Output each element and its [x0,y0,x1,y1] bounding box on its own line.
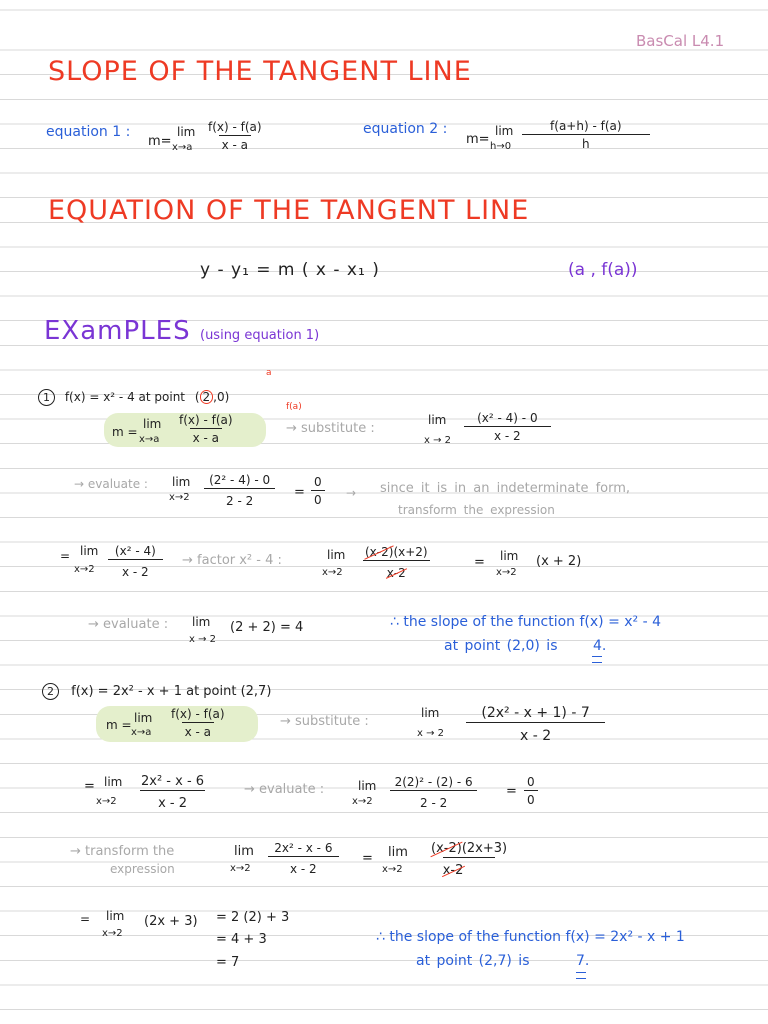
f-denominator-canceled: x-2 [386,566,406,580]
ev-equals: = [506,784,517,799]
f-lim: lim [327,548,346,562]
r2-lim: lim [104,775,123,789]
def1-numerator: f(x) - f(a) [179,413,233,427]
sub1-numerator: (x² - 4) - 0 [477,411,538,425]
eq2-numerator: f(a+h) - f(a) [550,119,622,133]
f2-lim: lim [500,549,519,563]
eq1-numerator: f(x) - f(a) [208,120,262,134]
eval1-lim-sub: x→2 [169,492,190,503]
e2-expr: (2 + 2) = 4 [230,620,304,635]
examples-title: EXamPLES [44,316,191,346]
r4-step-1: = 2 (2) + 3 [216,910,290,925]
r3-numerator: (x² - 4) [114,544,156,558]
tr-equals: = [362,851,373,866]
def2-lim-sub: x→a [131,727,152,738]
note-fa: f(a) [286,402,302,412]
factor-text: → factor x² - 4 : [182,553,282,568]
eq2-fraction [522,120,650,150]
sub1-fraction [464,412,551,442]
sub1-lim-sub: x → 2 [424,435,452,446]
point-open: ( [194,390,200,404]
r4-step-3: = 7 [216,955,240,970]
tr2-fraction [428,842,510,877]
transform-label-line2: expression [110,862,175,876]
example-2-statement: f(x) = 2x² - x + 1 at point (2,7) [71,684,272,699]
r4-expression: (2x + 3) [144,914,198,929]
f-numerator-canceled: (x-2) [365,545,394,559]
example-number-badge: 1 [38,389,55,406]
eval1-arrow: → [346,486,357,500]
ev-lim: lim [358,779,377,793]
e2-lim: lim [192,615,211,629]
def1-lim-sub: x→a [139,434,160,445]
transform-label-line1: → transform the [70,844,175,859]
r4-step-2: = 4 + 3 [216,932,267,947]
eval1-numerator: (2² - 4) - 0 [209,473,271,487]
sub1-lim: lim [428,413,447,427]
ev-fraction [390,776,477,809]
example-number-badge: 2 [42,683,59,700]
def1-fraction [176,414,236,444]
ex1-conclusion-line2: at point (2,0) is [444,638,558,654]
r3-lim-sub: x→2 [74,564,95,575]
ex2-answer-underline [576,972,586,979]
tr2-numerator-canceled: (x-2) [431,841,462,856]
example-1-statement: f(x) = x² - 4 at point [64,390,185,404]
tangent-point: (a , f(a)) [568,260,638,280]
eq1-denominator: x - a [219,135,251,151]
r3-lim: lim [80,544,99,558]
sub1-denominator: x - 2 [464,426,551,442]
e2-lim-sub: x → 2 [189,634,217,645]
f2-expr: (x + 2) [536,554,582,569]
ex2-conclusion-line1: ∴ the slope of the function f(x) = 2x² - x + 1 [376,929,685,945]
f-numerator-kept: (x+2) [393,545,428,559]
sub2-denominator: x - 2 [466,722,605,743]
r4-lim-sub: x→2 [102,928,123,939]
tr2-lim: lim [388,845,408,860]
examples-subtitle: (using equation 1) [200,328,320,343]
example-1-problem [38,389,229,406]
sub2-fraction [466,706,605,743]
r3-equals: = [60,549,71,563]
eq2-denominator: h [522,134,650,150]
arrow-substitute-1: → substitute : [286,421,375,436]
arrow-evaluate-ex2: → evaluate : [244,782,325,797]
eval1-result-num: 0 [314,475,322,489]
sub2-lim: lim [421,706,440,720]
ev-lim-sub: x→2 [352,796,373,807]
equation-1-label: equation 1 : [46,124,131,140]
r2-denominator: x - 2 [140,790,205,810]
section-title-equation: EQUATION OF THE TANGENT LINE [48,195,530,226]
r3-fraction [108,545,163,578]
def1-m: m = [112,425,138,439]
ex2-answer: 7. [576,953,590,969]
tr-lim: lim [234,844,254,859]
ev-result-num: 0 [527,775,535,789]
eval1-equals: = [294,485,305,500]
transform-text: transform the expression [398,503,555,517]
ex1-answer-underline [592,656,602,663]
f-lim-sub: x→2 [322,567,343,578]
arrow-evaluate-1: → evaluate : [74,477,148,491]
ev-result-den: 0 [524,790,538,806]
eq2-lim-sub: h→0 [490,141,512,152]
point-rest: ,0) [213,390,230,404]
r4-lim: lim [106,909,125,923]
def2-denominator: x - a [182,722,214,738]
def2-numerator: f(x) - f(a) [171,707,225,721]
eval1-lim: lim [172,475,191,489]
ex1-conclusion-line1: ∴ the slope of the function f(x) = x² - 4 [390,614,662,630]
eq1-lim-sub: x→a [172,142,193,153]
r3-denominator: x - 2 [108,559,163,578]
eq1-m: m= [148,134,172,149]
ev-numerator: 2(2)² - (2) - 6 [394,775,473,789]
eq2-lim: lim [495,124,514,138]
r4-equals: = [80,912,91,926]
ex1-answer: 4. [593,638,607,654]
ev-denominator: 2 - 2 [390,790,477,809]
def2-lim: lim [134,711,153,725]
def1-denominator: x - a [190,428,222,444]
eval1-result-den: 0 [311,490,325,506]
eval1-denominator: 2 - 2 [204,488,275,507]
tr2-lim-sub: x→2 [382,864,403,875]
def1-lim: lim [143,417,162,431]
section-title-slope: SLOPE OF THE TANGENT LINE [48,56,472,87]
ex2-conclusion-line2: at point (2,7) is [416,953,530,969]
eq2-m: m= [466,132,490,147]
r2-numerator: 2x² - x - 6 [141,774,205,789]
f-equals: = [474,555,485,570]
def2-fraction [168,708,228,738]
tr-fraction [268,842,339,875]
point-a-circled: 2 [200,390,214,404]
arrow-evaluate-2: → evaluate : [88,617,169,632]
tangent-line-formula: y - y₁ = m ( x - x₁ ) [200,260,380,280]
course-tag: BasCal L4.1 [636,32,725,50]
eval1-fraction [204,474,275,507]
note-a: a [266,368,272,378]
def2-m: m = [106,718,132,732]
tr-denominator: x - 2 [268,856,339,875]
example-2-problem [42,683,271,700]
eq1-lim: lim [177,125,196,139]
tr2-denominator-canceled: x-2 [442,863,464,878]
f2-lim-sub: x→2 [496,567,517,578]
ev-result [524,776,538,806]
since-text: since it is in an indeterminate form, [380,481,631,496]
f-fraction [362,546,431,579]
r2-lim-sub: x→2 [96,796,117,807]
sub2-lim-sub: x → 2 [417,728,445,739]
equation-2-label: equation 2 : [363,121,448,137]
eval1-result [311,476,325,506]
tr2-numerator-kept: (2x+3) [461,841,508,856]
r2-fraction [138,775,207,810]
tr-lim-sub: x→2 [230,863,251,874]
r2-equals: = [84,779,95,794]
arrow-substitute-2: → substitute : [280,714,369,729]
eq1-fraction [205,121,265,151]
sub2-numerator: (2x² - x + 1) - 7 [481,705,590,721]
tr-numerator: 2x² - x - 6 [274,841,333,855]
